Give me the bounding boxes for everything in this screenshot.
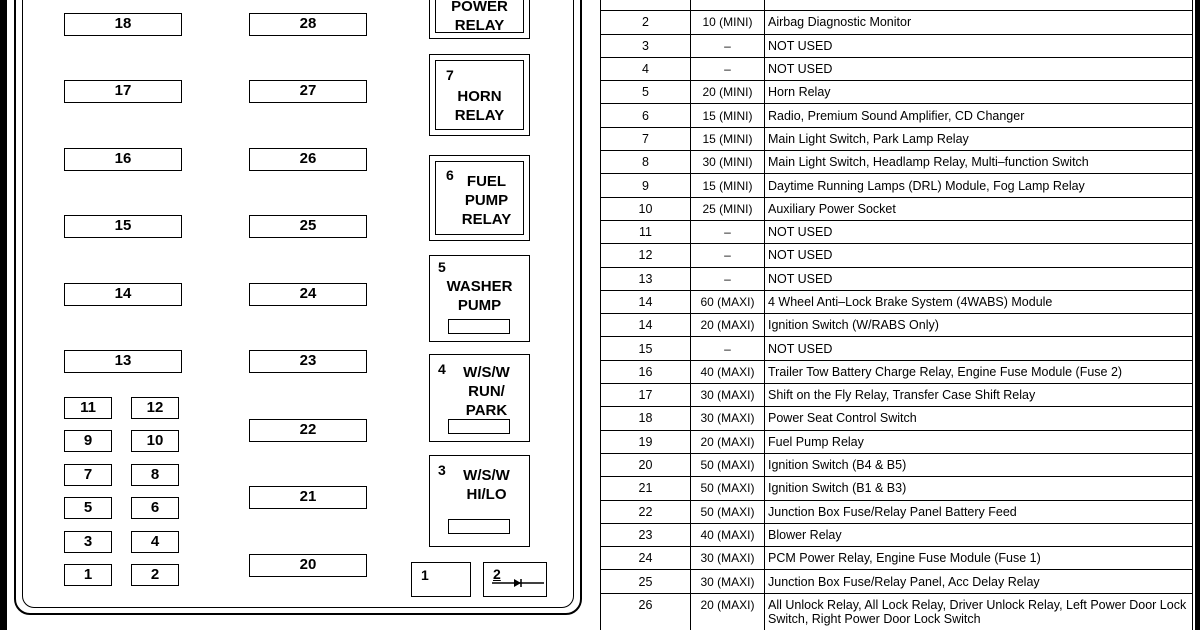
fuse-number-cell: 19 — [601, 430, 691, 453]
bottom-box — [411, 562, 471, 597]
amp-rating-cell: 20 (MAXI) — [691, 593, 765, 630]
amp-rating-cell: 20 (MAXI) — [691, 430, 765, 453]
amp-rating-cell: 60 (MAXI) — [691, 290, 765, 313]
circuit-description-cell: Blower Relay — [765, 523, 1193, 546]
mini-fuse-slot: 6 — [131, 497, 179, 519]
circuit-description-cell: Auxiliary Power Socket — [765, 197, 1193, 220]
table-row — [601, 174, 1193, 197]
relay-washer-pump — [429, 255, 530, 342]
relay-horn — [429, 54, 530, 136]
fuse-slot: 28 — [249, 13, 367, 36]
amp-rating-cell: 25 (MINI) — [691, 197, 765, 220]
fuse-slot: 15 — [64, 215, 182, 238]
fuse-number-cell: 13 — [601, 267, 691, 290]
mini-fuse-slot: 10 — [131, 430, 179, 452]
fuse-slot: 14 — [64, 283, 182, 306]
table-row — [601, 57, 1193, 80]
fuse-number-cell: 26 — [601, 593, 691, 630]
table-row — [601, 104, 1193, 127]
circuit-description-cell: Trailer Tow Battery Charge Relay, Engine Fuse Module (Fuse 2) — [765, 360, 1193, 383]
fuse-number-cell: 14 — [601, 290, 691, 313]
circuit-description-cell: Fuel Pump Relay — [765, 430, 1193, 453]
table-row — [601, 81, 1193, 104]
amp-rating-cell: 30 (MINI) — [691, 151, 765, 174]
fuse-slot: 18 — [64, 13, 182, 36]
diode-icon — [492, 576, 544, 590]
fuse-slot: 13 — [64, 350, 182, 373]
table-row — [601, 290, 1193, 313]
fuse-number-cell: 3 — [601, 34, 691, 57]
circuit-description-cell: All Unlock Relay, All Lock Relay, Driver Unlock Relay, Left Power Door Lock Switch, Right Power Door Lock Switch — [765, 593, 1193, 630]
fuse-number-cell: 24 — [601, 547, 691, 570]
circuit-description-cell: Radio, Premium Sound Amplifier, CD Changer — [765, 104, 1193, 127]
circuit-description-cell: NOT USED — [765, 57, 1193, 80]
circuit-description-cell: Junction Box Fuse/Relay Panel Battery Feed — [765, 500, 1193, 523]
amp-rating-cell: 20 (MAXI) — [691, 314, 765, 337]
circuit-description-cell: Ignition Switch (B4 & B5) — [765, 453, 1193, 476]
relay-power — [429, 0, 530, 39]
amp-rating-cell: 30 (MAXI) — [691, 570, 765, 593]
relay-number: 5 — [438, 259, 446, 275]
fuse-slot: 27 — [249, 80, 367, 103]
bottom-box-label: 2 — [493, 566, 501, 582]
fuse-slot: 17 — [64, 80, 182, 103]
relay-slot — [448, 419, 510, 434]
fuse-number-cell: 21 — [601, 477, 691, 500]
amp-rating-cell: – — [691, 267, 765, 290]
table-row — [601, 360, 1193, 383]
relay-slot — [448, 319, 510, 334]
table-row — [601, 430, 1193, 453]
fuse-number-cell: 25 — [601, 570, 691, 593]
amp-rating-cell: 40 (MAXI) — [691, 523, 765, 546]
fuse-number-cell: 17 — [601, 384, 691, 407]
fuse-number-cell: 8 — [601, 151, 691, 174]
relay-number: 6 — [446, 167, 454, 183]
left-edge-bar — [0, 0, 7, 630]
circuit-description-cell: Ignition Switch (W/RABS Only) — [765, 314, 1193, 337]
amp-rating-cell: – — [691, 34, 765, 57]
fuse-slot: 21 — [249, 486, 367, 509]
circuit-description-cell: Main Light Switch, Park Lamp Relay — [765, 127, 1193, 150]
amp-rating-cell: 15 (MINI) — [691, 174, 765, 197]
circuit-description-cell: Main Light Switch, Headlamp Relay, Multi–function Switch — [765, 151, 1193, 174]
mini-fuse-slot: 4 — [131, 531, 179, 553]
amp-rating-cell: – — [691, 57, 765, 80]
circuit-description-cell: NOT USED — [765, 220, 1193, 243]
fuse-slot: 16 — [64, 148, 182, 171]
circuit-description-cell: Airbag Diagnostic Monitor — [765, 11, 1193, 34]
table-row — [601, 500, 1193, 523]
table-row — [601, 523, 1193, 546]
relay-wsw-run-park — [429, 354, 530, 442]
circuit-description-cell: Daytime Running Lamps (DRL) Module, Fog Lamp Relay — [765, 174, 1193, 197]
table-row — [601, 151, 1193, 174]
relay-wsw-hi-lo — [429, 455, 530, 547]
circuit-description-cell: PCM Power Relay, Engine Fuse Module (Fuse 1) — [765, 547, 1193, 570]
fuse-number-cell: 12 — [601, 244, 691, 267]
amp-rating-cell: – — [691, 244, 765, 267]
table-row — [601, 570, 1193, 593]
fuse-number-cell — [601, 0, 691, 11]
fuse-slot: 26 — [249, 148, 367, 171]
table-row — [601, 220, 1193, 243]
fuse-number-cell: 7 — [601, 127, 691, 150]
circuit-description-cell — [765, 0, 1193, 11]
fuse-number-cell: 23 — [601, 523, 691, 546]
circuit-description-cell: 4 Wheel Anti–Lock Brake System (4WABS) Module — [765, 290, 1193, 313]
amp-rating-cell: 50 (MAXI) — [691, 477, 765, 500]
circuit-description-cell: Horn Relay — [765, 81, 1193, 104]
fuse-number-cell: 18 — [601, 407, 691, 430]
table-row — [601, 0, 1193, 11]
relay-label: WASHER PUMP — [446, 278, 513, 314]
fuse-slot: 22 — [249, 419, 367, 442]
relay-label: W/S/W HI/LO — [463, 467, 510, 503]
table-row — [601, 11, 1193, 34]
mini-fuse-slot: 7 — [64, 464, 112, 486]
relay-label: W/S/W RUN/ PARK — [463, 364, 510, 419]
fuse-number-cell: 22 — [601, 500, 691, 523]
fuse-slot: 24 — [249, 283, 367, 306]
relay-number: 7 — [446, 67, 454, 83]
mini-fuse-slot: 12 — [131, 397, 179, 419]
circuit-description-cell: Power Seat Control Switch — [765, 407, 1193, 430]
circuit-description-cell: NOT USED — [765, 34, 1193, 57]
circuit-description-cell: NOT USED — [765, 244, 1193, 267]
fuse-number-cell: 16 — [601, 360, 691, 383]
right-edge-bar — [1195, 0, 1200, 630]
table-row — [601, 547, 1193, 570]
table-row — [601, 337, 1193, 360]
mini-fuse-slot: 3 — [64, 531, 112, 553]
fuse-slot: 25 — [249, 215, 367, 238]
circuit-description-cell: Ignition Switch (B1 & B3) — [765, 477, 1193, 500]
amp-rating-cell: 10 (MINI) — [691, 11, 765, 34]
mini-fuse-slot: 1 — [64, 564, 112, 586]
circuit-description-cell: NOT USED — [765, 337, 1193, 360]
amp-rating-cell: 30 (MAXI) — [691, 407, 765, 430]
amp-rating-cell — [691, 0, 765, 11]
mini-fuse-slot: 11 — [64, 397, 112, 419]
fuse-slot: 20 — [249, 554, 367, 577]
table-row — [601, 453, 1193, 476]
fuse-number-cell: 10 — [601, 197, 691, 220]
fuse-slot: 23 — [249, 350, 367, 373]
relay-slot — [448, 519, 510, 534]
relay-label: FUEL PUMP RELAY — [461, 173, 512, 228]
amp-rating-cell: 30 (MAXI) — [691, 384, 765, 407]
circuit-description-cell: Shift on the Fly Relay, Transfer Case Shift Relay — [765, 384, 1193, 407]
table-row — [601, 384, 1193, 407]
amp-rating-cell: 15 (MINI) — [691, 104, 765, 127]
mini-fuse-slot: 8 — [131, 464, 179, 486]
circuit-description-cell: NOT USED — [765, 267, 1193, 290]
amp-rating-cell: 50 (MAXI) — [691, 500, 765, 523]
fuse-number-cell: 2 — [601, 11, 691, 34]
fuse-number-cell: 20 — [601, 453, 691, 476]
amp-rating-cell: – — [691, 220, 765, 243]
amp-rating-cell: 40 (MAXI) — [691, 360, 765, 383]
table-row — [601, 127, 1193, 150]
fuse-number-cell: 9 — [601, 174, 691, 197]
mini-fuse-slot: 5 — [64, 497, 112, 519]
table-row — [601, 407, 1193, 430]
fuse-number-cell: 4 — [601, 57, 691, 80]
fuse-number-cell: 15 — [601, 337, 691, 360]
fuse-number-cell: 14 — [601, 314, 691, 337]
amp-rating-cell: 50 (MAXI) — [691, 453, 765, 476]
amp-rating-cell: 30 (MAXI) — [691, 547, 765, 570]
table-row — [601, 34, 1193, 57]
table-row — [601, 593, 1193, 630]
table-row — [601, 267, 1193, 290]
table-row — [601, 244, 1193, 267]
table-row — [601, 477, 1193, 500]
mini-fuse-slot: 9 — [64, 430, 112, 452]
table-row — [601, 197, 1193, 220]
fuse-number-cell: 5 — [601, 81, 691, 104]
fuse-number-cell: 11 — [601, 220, 691, 243]
relay-number: 4 — [438, 361, 446, 377]
relay-number: 3 — [438, 462, 446, 478]
mini-fuse-slot: 2 — [131, 564, 179, 586]
amp-rating-cell: 20 (MINI) — [691, 81, 765, 104]
bottom-box-label: 1 — [421, 567, 429, 583]
relay-label: POWER RELAY — [451, 0, 508, 34]
table-row — [601, 314, 1193, 337]
bottom-box — [483, 562, 547, 597]
fuse-number-cell: 6 — [601, 104, 691, 127]
amp-rating-cell: 15 (MINI) — [691, 127, 765, 150]
fuse-table — [600, 0, 1193, 630]
amp-rating-cell: – — [691, 337, 765, 360]
relay-label: HORN RELAY — [454, 88, 505, 124]
relay-fuel-pump — [429, 155, 530, 241]
circuit-description-cell: Junction Box Fuse/Relay Panel, Acc Delay Relay — [765, 570, 1193, 593]
